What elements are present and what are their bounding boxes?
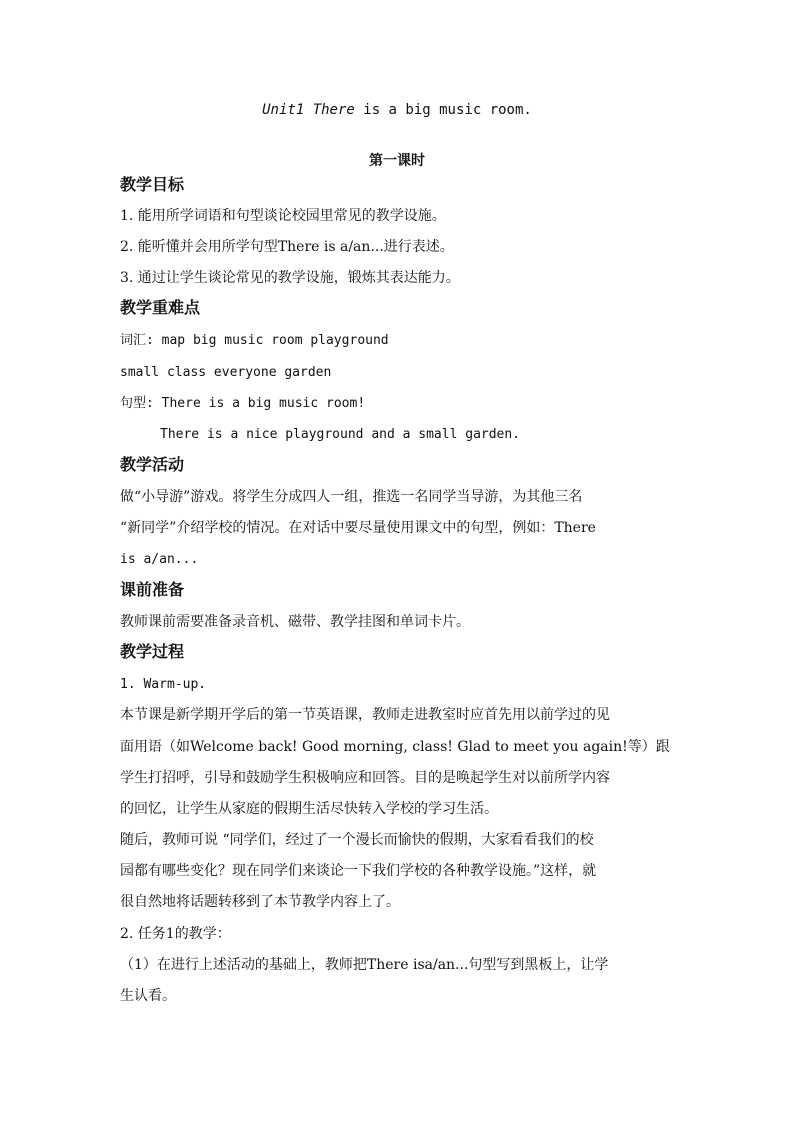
page-title <box>0 102 794 118</box>
activity-line-3: is a/an... <box>120 552 199 567</box>
goal-item-3: 3. 通过让学生谈论常见的教学设施，锻炼其表达能力。 <box>120 270 460 286</box>
vocab-line-2: small class everyone garden <box>120 365 332 380</box>
section-heading-goals: 教学目标 <box>120 175 185 194</box>
section-heading-prep: 课前准备 <box>120 580 185 599</box>
pattern-line-1: 句型: There is a big music room! <box>120 396 366 411</box>
activity-line-1: 做“小导游”游戏。将学生分成四人一组，推选一名同学当导游，为其他三名 <box>120 489 583 505</box>
process-step-1: 1. Warm-up. <box>120 677 207 692</box>
prep-text: 教师课前需要准备录音机、磁带、教学挂图和单词卡片。 <box>120 614 470 630</box>
goal-item-2: 2. 能听懂并会用所学句型There is a/an...进行表述。 <box>120 239 454 255</box>
process-para1-line-1: 本节课是新学期开学后的第一节英语课，教师走进教室时应首先用以前学过的见 <box>120 707 610 723</box>
goal-item-1: 1. 能用所学词语和句型谈论校园里常见的教学设施。 <box>120 208 446 224</box>
pattern-line-2: There is a nice playground and a small garden. <box>160 427 521 442</box>
process-para2-line-1: 随后，教师可说 “同学们，经过了一个漫长而愉快的假期，大家看看我们的校 <box>120 832 594 848</box>
title-italic-part: Unit1 There <box>262 102 355 118</box>
process-para3-line-1: （1）在进行上述活动的基础上，教师把There isa/an...句型写到黑板上，让学 <box>120 957 609 973</box>
process-para1-line-4: 的回忆，让学生从家庭的假期生活尽快转入学校的学习生活。 <box>120 801 498 817</box>
process-para1-line-2: 面用语（如Welcome back! Good morning, class! Glad to meet you again!等）跟 <box>120 739 670 755</box>
process-para1-line-3: 学生打招呼，引导和鼓励学生积极响应和回答。目的是唤起学生对以前所学内容 <box>120 770 610 786</box>
process-para3-line-2: 生认看。 <box>120 988 176 1004</box>
lesson-subtitle: 第一课时 <box>369 153 425 169</box>
process-para2-line-2: 园都有哪些变化？现在同学们来谈论一下我们学校的各种教学设施。”这样，就 <box>120 863 597 879</box>
vocab-line-1: 词汇: map big music room playground <box>120 333 389 348</box>
section-heading-activity: 教学活动 <box>120 455 185 474</box>
section-heading-process: 教学过程 <box>120 642 185 661</box>
process-step-2: 2. 任务1的教学： <box>120 926 231 942</box>
title-rest-part: is a big music room. <box>354 102 532 118</box>
section-heading-keypoints: 教学重难点 <box>120 298 201 317</box>
process-para2-line-3: 很自然地将话题转移到了本节教学内容上了。 <box>120 894 400 910</box>
activity-line-2: “新同学”介绍学校的情况。在对话中要尽量使用课文中的句型，例如：There <box>120 520 596 536</box>
